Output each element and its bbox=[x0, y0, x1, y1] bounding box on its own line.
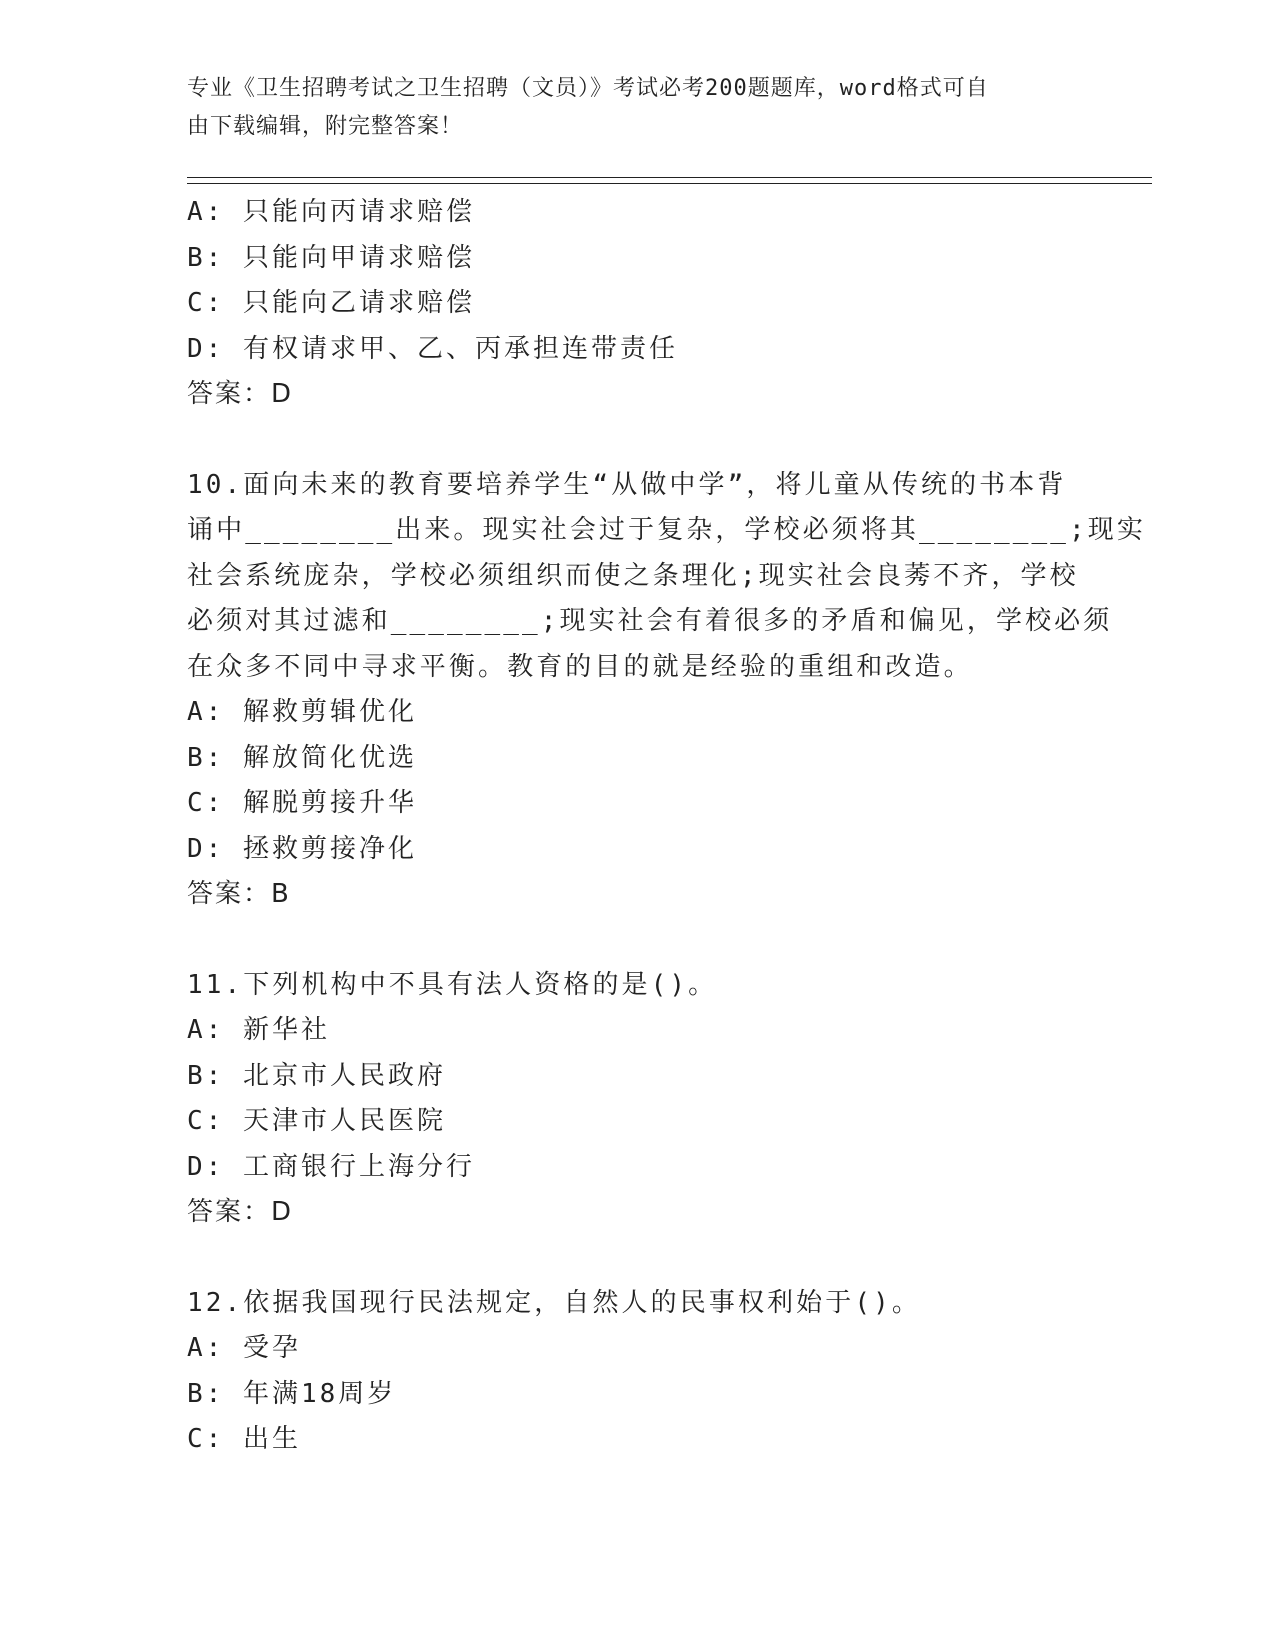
question-11 bbox=[187, 963, 1087, 1236]
option-a: A: 只能向丙请求赔偿 bbox=[187, 197, 475, 227]
question-text-line: 在众多不同中寻求平衡。教育的目的就是经验的重组和改造。 bbox=[187, 651, 973, 682]
question-text-line: 诵中________出来。现实社会过于复杂，学校必须将其________;现实 bbox=[187, 515, 1147, 545]
option-c: C: 解脱剪接升华 bbox=[187, 788, 417, 818]
question-12 bbox=[187, 1281, 1087, 1463]
question-list bbox=[187, 190, 1147, 1463]
option-a: A: 解救剪辑优化 bbox=[187, 697, 417, 727]
option-b: B: 只能向甲请求赔偿 bbox=[187, 242, 475, 273]
question-10 bbox=[187, 463, 1147, 918]
option-b: B: 解放简化优选 bbox=[187, 742, 417, 773]
option-a: A: 新华社 bbox=[187, 1015, 330, 1045]
header-line-1: 专业《卫生招聘考试之卫生招聘（文员）》考试必考200题题库，word格式可自 bbox=[187, 76, 989, 101]
option-c: C: 天津市人民医院 bbox=[187, 1106, 446, 1136]
question-text-line: 社会系统庞杂，学校必须组织而使之条理化;现实社会良莠不齐，学校 bbox=[187, 560, 1079, 591]
header-line-2: 由下载编辑，附完整答案！ bbox=[187, 114, 464, 139]
answer: 答案：D bbox=[187, 379, 294, 409]
header-rule-bottom bbox=[187, 183, 1152, 184]
header-rule-top bbox=[187, 177, 1152, 178]
option-d: D: 有权请求甲、乙、丙承担连带责任 bbox=[187, 333, 678, 364]
question-text: 11.下列机构中不具有法人资格的是()。 bbox=[187, 969, 718, 1000]
option-a: A: 受孕 bbox=[187, 1333, 301, 1363]
option-c: C: 出生 bbox=[187, 1424, 301, 1454]
question-text-line: 10.面向未来的教育要培养学生“从做中学”，将儿童从传统的书本背 bbox=[187, 469, 1067, 500]
option-d: D: 拯救剪接净化 bbox=[187, 833, 417, 864]
document-header bbox=[187, 70, 1067, 146]
question-text: 12.依据我国现行民法规定，自然人的民事权利始于()。 bbox=[187, 1287, 921, 1318]
question-9 bbox=[187, 190, 1087, 418]
question-text-line: 必须对其过滤和________;现实社会有着很多的矛盾和偏见，学校必须 bbox=[187, 606, 1113, 636]
answer: 答案：B bbox=[187, 879, 291, 909]
option-d: D: 工商银行上海分行 bbox=[187, 1151, 475, 1182]
answer: 答案：D bbox=[187, 1197, 294, 1227]
option-c: C: 只能向乙请求赔偿 bbox=[187, 288, 475, 318]
option-b: B: 北京市人民政府 bbox=[187, 1060, 446, 1091]
option-b: B: 年满18周岁 bbox=[187, 1378, 397, 1409]
